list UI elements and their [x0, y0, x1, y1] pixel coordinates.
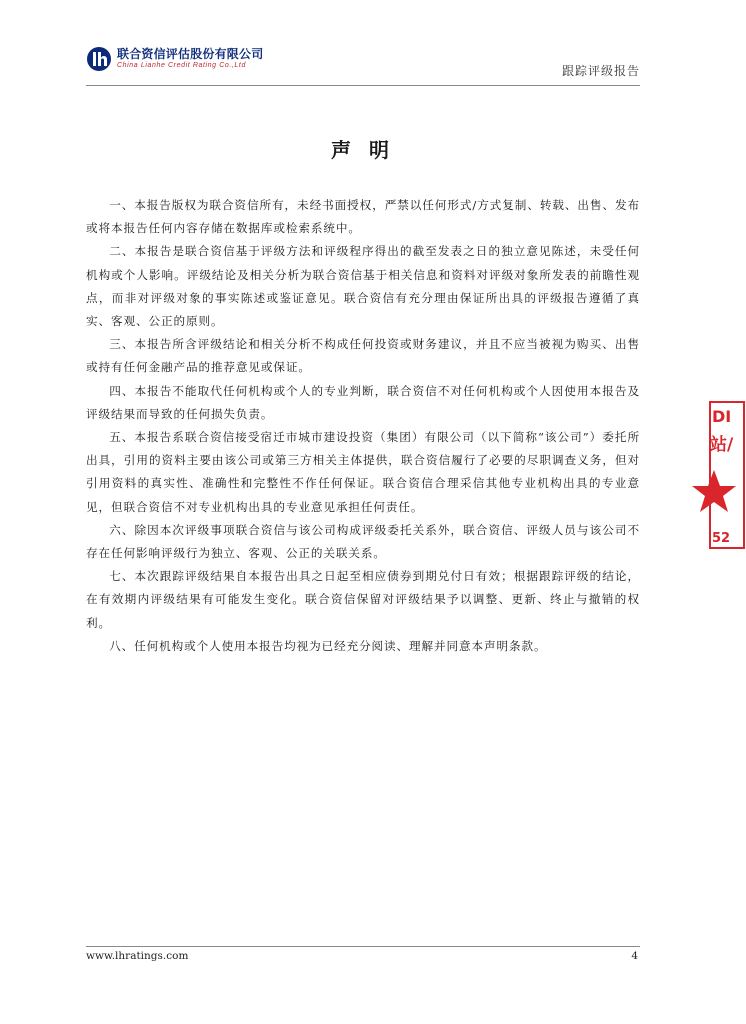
footer-website: www.lhratings.com [86, 950, 189, 962]
statement-paragraph-7: 七、本次跟踪评级结果自本报告出具之日起至相应债券到期兑付日有效；根据跟踪评级的结论，在有效期内评级结果有可能发生变化。联合资信保留对评级结果予以调整、更新、终止与撤销的权利。 [86, 569, 640, 630]
statement-body [86, 194, 640, 658]
statement-paragraph-5: 五、本报告系联合资信接受宿迁市城市建设投资（集团）有限公司（以下简称“该公司”）委托所出具，引用的资料主要由该公司或第三方相关主体提供，联合资信履行了必要的尽职调查义务，但对引用资料的真实性、准确性和完整性不作任何保证。联合资信合理采信其他专业机构出具的专业意见，但联合资信不对专业机构出具的专业意见承担任何责任。 [86, 430, 640, 514]
company-name-en: China Lianhe Credit Rating Co.,Ltd [117, 62, 246, 69]
svg-text:DI: DI [712, 407, 732, 426]
page-header [86, 46, 640, 86]
seal-stamp-icon [706, 400, 746, 550]
page-title: 声明 [331, 138, 407, 162]
statement-paragraph-3: 三、本报告所含评级结论和相关分析不构成任何投资或财务建议，并且不应当被视为购买、出售或持有任何金融产品的推荐意见或保证。 [86, 337, 640, 375]
statement-paragraph-4: 四、本报告不能取代任何机构或个人的专业判断，联合资信不对任何机构或个人因使用本报告及评级结果而导致的任何损失负责。 [86, 383, 640, 421]
logo-text [117, 48, 263, 70]
page-number: 4 [631, 950, 638, 962]
statement-paragraph-2: 二、本报告是联合资信基于评级方法和评级程序得出的截至发表之日的独立意见陈述，未受任何机构或个人影响。评级结论及相关分析为联合资信基于相关信息和资料对评级对象所发表的前瞻性观点，而非对评级对象的事实陈述或鉴证意见。联合资信有充分理由保证所出具的评级报告遵循了真实、客观、公正的原则。 [86, 244, 640, 329]
header-divider [86, 85, 640, 86]
statement-paragraph-1: 一、本报告版权为联合资信所有，未经书面授权，严禁以任何形式/方式复制、转载、出售、发布或将本报告任何内容存储在数据库或检索系统中。 [86, 198, 640, 236]
statement-paragraph-6: 六、除因本次评级事项联合资信与该公司构成评级委托关系外，联合资信、评级人员与该公司不存在任何影响评级行为独立、客观、公正的关联关系。 [86, 522, 640, 561]
footer-divider [86, 946, 640, 947]
svg-text:52: 52 [712, 531, 731, 546]
svg-text:站/: 站/ [710, 435, 734, 455]
company-logo [86, 46, 263, 72]
lianhe-logo-icon [86, 46, 112, 72]
report-type-label: 跟踪评级报告 [561, 64, 640, 78]
company-name-cn: 联合资信评估股份有限公司 [117, 47, 264, 61]
statement-paragraph-8: 八、任何机构或个人使用本报告均视为已经充分阅读、理解并同意本声明条款。 [109, 638, 547, 653]
